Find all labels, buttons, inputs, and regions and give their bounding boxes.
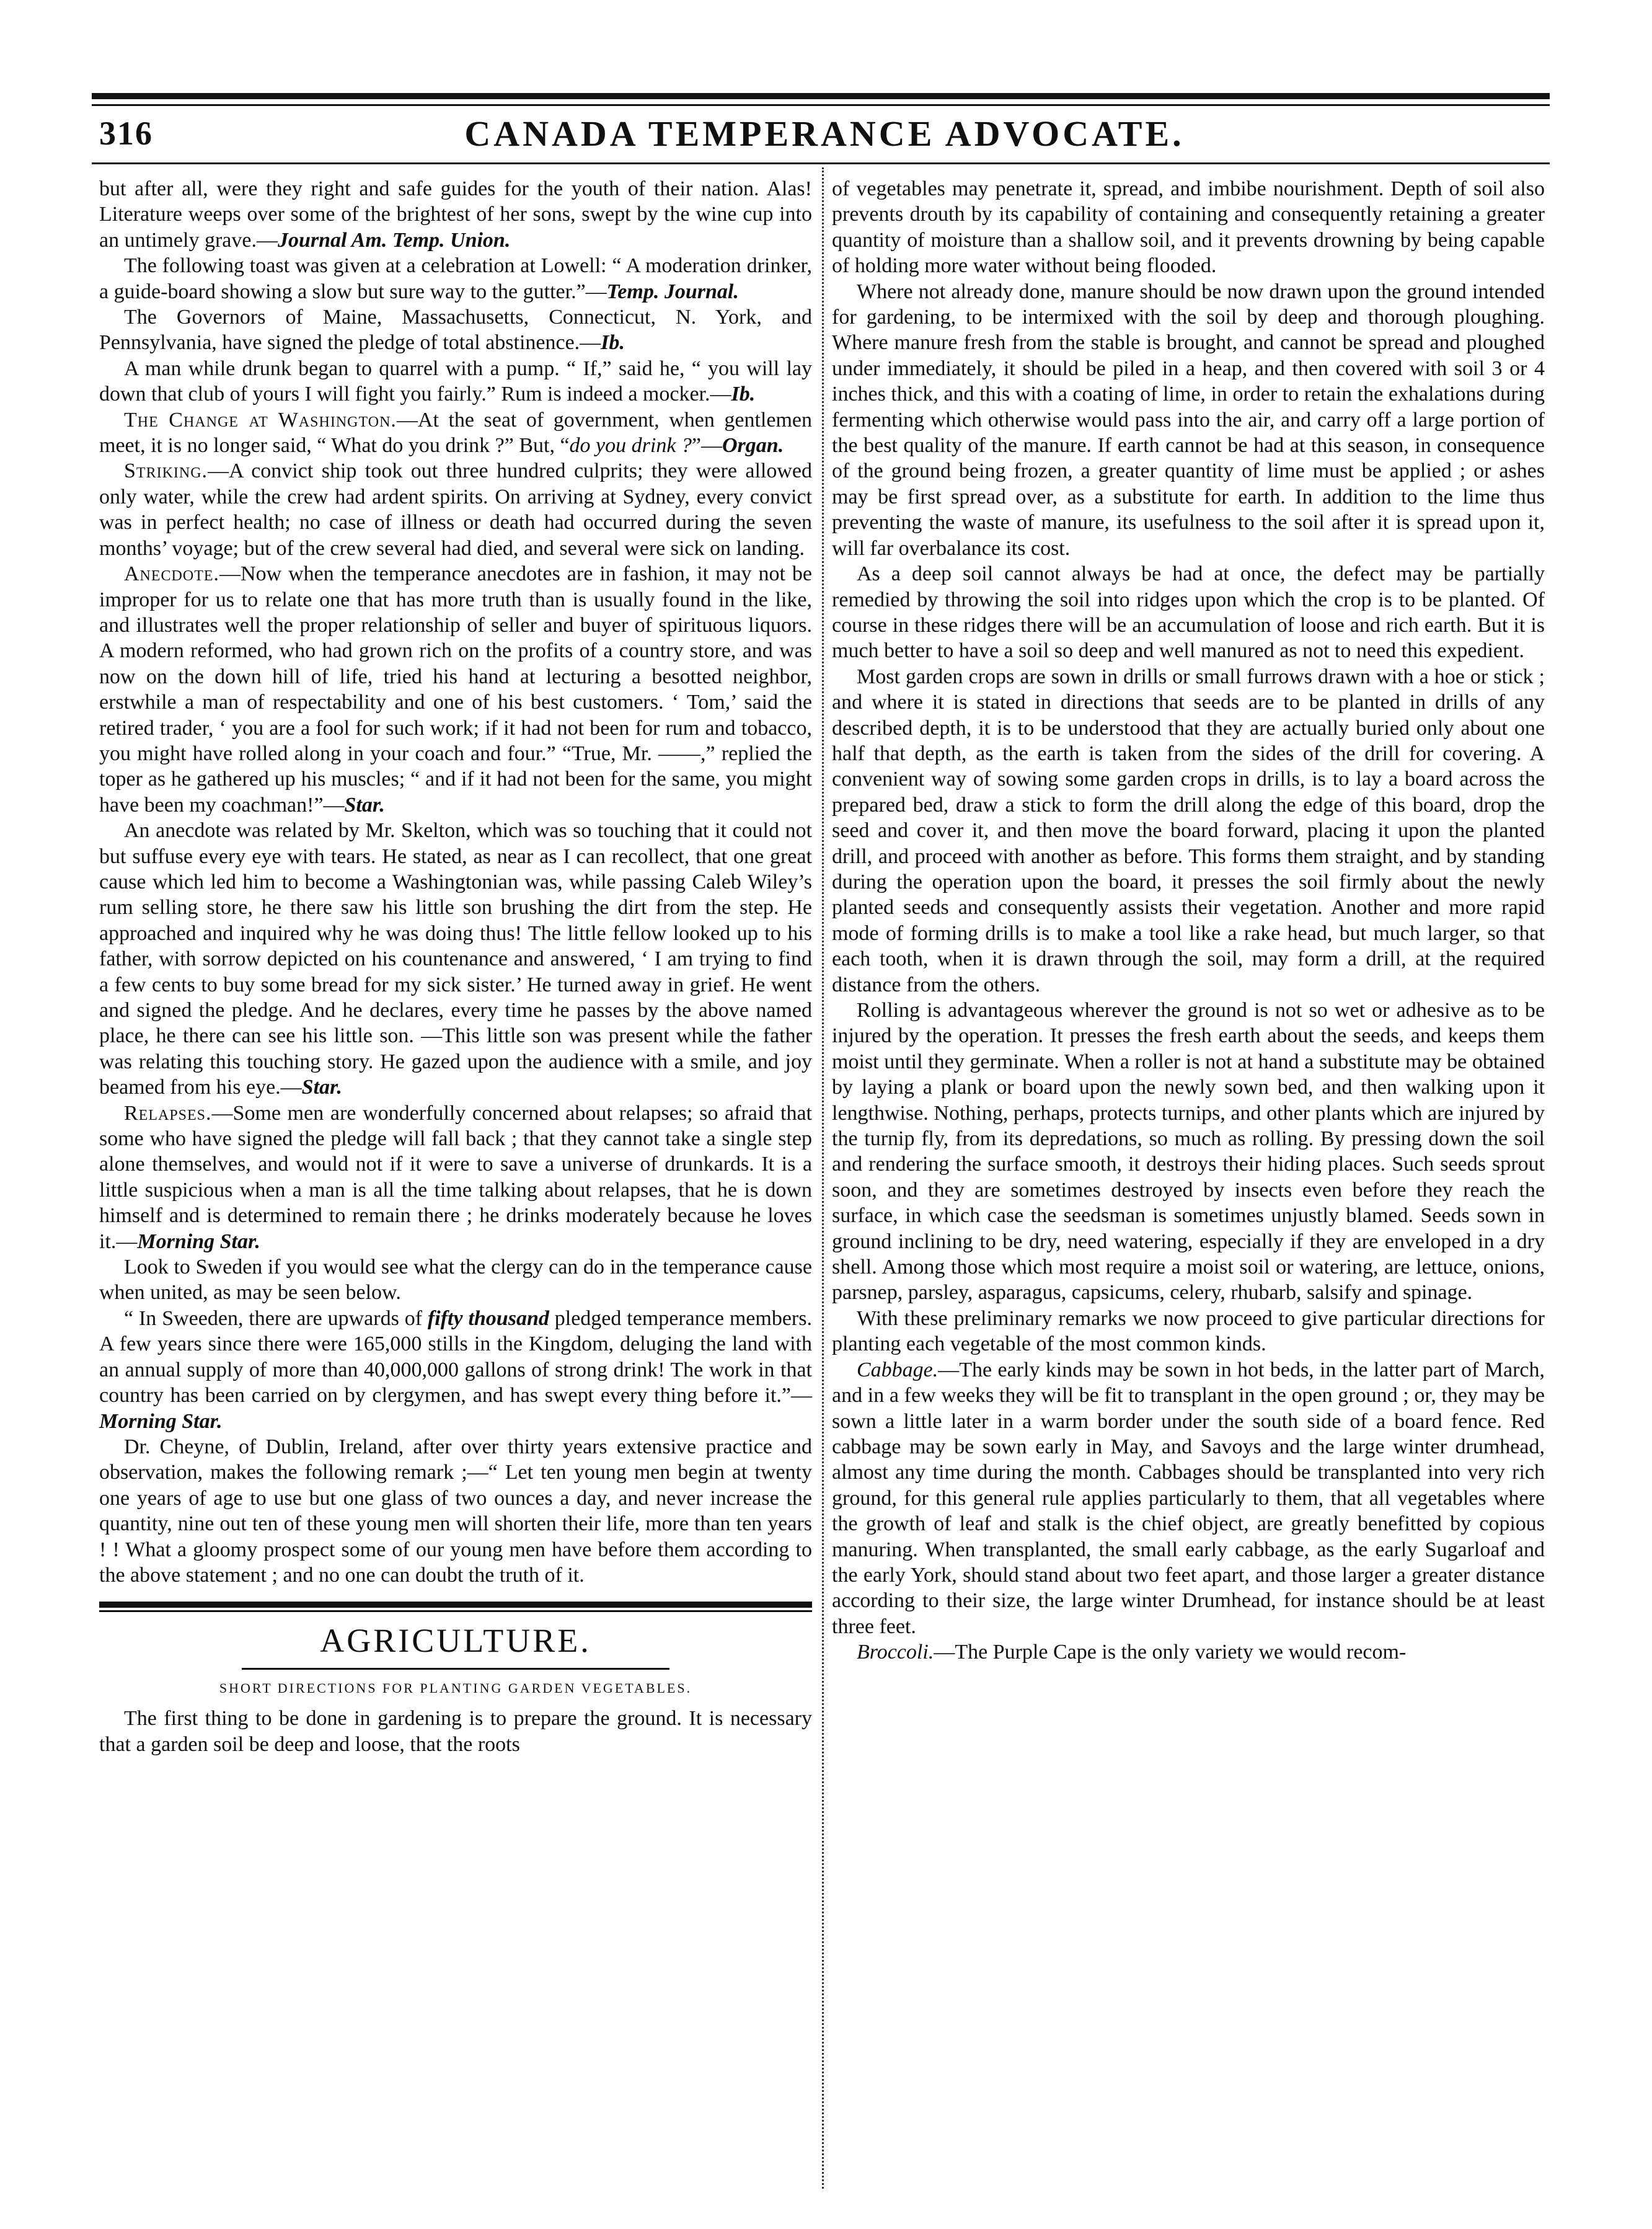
paragraph: A man while drunk began to quarrel with a pump. “ If,” said he, “ you will lay down that club of yours I will fight you fairly.” Rum is indeed a mocker.—Ib.: [99, 357, 812, 406]
paragraph: Look to Sweden if you would see what the clergy can do in the temperance cause when united, as may be seen below.: [99, 1256, 812, 1305]
paragraph: Most garden crops are sown in drills or small furrows drawn with a hoe or stick ; and where it is stated in directions that seeds are to be planted in drills of any described depth, it is to be understood that they are actually buried only about one half that depth, as the earth is taken from the sides of the drill for covering. A convenient way of sowing some garden crops in drills, is to lay a board across the prepared bed, draw a stick to form the drill along the edge of this board, drop the seed and cover it, and then move the board forward, placing it upon the planted drill, and proceed with another as before. This forms them straight, and by standing during the operation upon the board, it presses the soil firmly about the newly planted seeds and consequently assists their vegetation. Another and more rapid mode of forming drills is to make a tool like a rake head, but much larger, so that each tooth, when it is drawn through the soil, may form a drill, at the required distance from the others.: [832, 665, 1545, 996]
paragraph: Relapses.—Some men are wonderfully concerned about relapses; so afraid that some who have signed the pledge will fall back ; that they cannot take a single step alone themselves, and would not if it were to save a universe of drunkards. It is a little suspicious when a man is all the time talking about relapses, that he is down himself and is determined to remain there ; he drinks moderately because he loves it.—Morning Star.: [99, 1101, 812, 1253]
paragraph: Dr. Cheyne, of Dublin, Ireland, after over thirty years extensive practice and observation, makes the following remark ;—“ Let ten young men begin at twenty one years of age to use but one glass of two ounces a day, and never increase the quantity, nine out ten of these young men will shorten their life, more than ten years ! ! What a gloomy prospect some of our young men have before them according to the above statement ; and no one can doubt the truth of it.: [99, 1435, 812, 1587]
paragraph: “ In Sweeden, there are upwards of fifty thousand pledged temperance members. A few years since there were 165,000 stills in the Kingdom, deluging the land with an annual supply of more than 40,000,000 gallons of strong drink! The work in that country has been carried on by clergymen, and has swept every thing before it.”—Morning Star.: [99, 1306, 812, 1433]
column-divider: [822, 167, 824, 2189]
paragraph: Rolling is advantageous wherever the ground is not so wet or adhesive as to be injured by the operation. It presses the fresh earth about the seeds, and keeps them moist until they germinate. When a roller is not at hand a substitute may be obtained by laying a plank or board upon the newly sown bed, and then walking upon it lengthwise. Nothing, perhaps, protects turnips, and other plants which are injured by the turnip fly, from its depredations, so much as rolling. By pressing down the soil and rendering the surface smooth, it destroys their hiding places. Such seeds sprout soon, and they are sometimes destroyed by insects even before they reach the surface, in which case the seedsman is sometimes unjustly blamed. Seeds sown in ground inclining to be dry, need watering, especially if they are enveloped in a dry shell. Among those which most require a moist soil or watering, are lettuce, onions, parsnep, parsley, asparagus, capsicums, celery, rhubarb, salsify and spinage.: [832, 999, 1545, 1305]
paragraph: The Governors of Maine, Massachusetts, Connecticut, N. York, and Pennsylvania, have signed the pledge of total abstinence.—Ib.: [99, 306, 812, 355]
paragraph: Where not already done, manure should be now drawn upon the ground intended for gardening, to be intermixed with the soil by deep and thorough ploughing. Where manure fresh from the stable is brought, and cannot be spread and ploughed under immediately, it should be piled in a heap, and then covered with soil 3 or 4 inches thick, and this with a coating of lime, in order to retain the exhalations during fermenting which otherwise would pass into the air, and carry off a large portion of the best quality of the manure. If earth cannot be had at this season, in consequence of the ground being frozen, a greater quantity of lime must be applied ; or ashes may be first spread over, as a substitute for earth. In addition to the lime thus preventing the waste of manure, its usefulness to the soil after it is spread upon it, will far overbalance its cost.: [832, 280, 1545, 560]
left-column: [99, 176, 812, 1757]
paragraph: Cabbage.—The early kinds may be sown in hot beds, in the latter part of March, and in a few weeks they will be fit to transplant in the open ground ; or, they may be sown a little later in a warm border under the south side of a board fence. Red cabbage may be sown early in May, and Savoys and the large winter drumhead, almost any time during the month. Cabbages should be transplanted into very rich ground, for this general rule applies particularly to them, that all vegetables where the growth of leaf and stalk is the chief object, are greatly benefitted by copious manuring. When transplanted, the small early cabbage, as the early Sugarloaf and the early York, should stand about two feet apart, and those larger a greater distance according to their size, the large winter Drumhead, for instance should be at least three feet.: [832, 1358, 1545, 1638]
paragraph: With these preliminary remarks we now proceed to give particular directions for planting each vegetable of the most common kinds.: [832, 1306, 1545, 1356]
top-rule-thin: [92, 104, 1550, 106]
run-in-heading: Cabbage.: [857, 1358, 939, 1381]
section-break: [99, 1602, 812, 1701]
paragraph: of vegetables may penetrate it, spread, and imbibe nourishment. Depth of soil also prevents drouth by its capability of containing and consequently retaining a greater quantity of moisture than a shallow soil, and it prevents drowning by being capable of holding more water without being flooded.: [832, 177, 1545, 278]
section-rule-short: [242, 1668, 669, 1670]
paragraph: An anecdote was related by Mr. Skelton, which was so touching that it could not but suffuse every eye with tears. He stated, as near as I can recollect, that one great cause which led him to become a Washingtonian was, while passing Caleb Wiley’s rum selling store, he there saw his little son brushing the dirt from the step. He approached and inquired why he was doing thus! The little fellow looked up to his father, with sorrow depicted on his countenance and answered, ‘ I am trying to find a few cents to buy some bread for my sick sister.’ He turned away in grief. He went and signed the pledge. And he declares, every time he passes by the above named place, he there can see his little son. —This little son was present while the father was relating this touching story. He gazed upon the audience with a smile, and joy beamed from his eye.—Star.: [99, 819, 812, 1099]
paragraph: but after all, were they right and safe guides for the youth of their nation. Alas! Literature weeps over some of the brightest of her sons, swept by the wine cup into an untimely grave.—Journal Am. Temp. Union.: [99, 177, 812, 252]
top-rule-thick: [92, 93, 1550, 99]
section-title: AGRICULTURE.: [320, 1622, 591, 1660]
paragraph: Anecdote.—Now when the temperance anecdotes are in fashion, it may not be improper for us to relate one that has more truth than is usually found in the like, and illustrates well the proper relationship of seller and buyer of spirituous liquors. A modern reformed, who had grown rich on the profits of a country store, and was now on the down hill of life, tried his hand at lecturing a besotted neighbor, erstwhile a man of respectability and one of his best customers. ‘ Tom,’ said the retired trader, ‘ you are a fool for such work; if it had not been for rum and tobacco, you might have rolled along in your coach and four.” “True, Mr. ——,” replied the toper as he gathered up his muscles; “ and if it had not been for the same, you might have been my coachman!”—Star.: [99, 562, 812, 817]
page-header: [99, 110, 1550, 160]
section-rule-thin: [99, 1610, 812, 1612]
run-in-heading: Anecdote.: [124, 562, 220, 586]
paragraph: The Change at Washington.—At the seat of government, when gentlemen meet, it is no longer said, “ What do you drink ?” But, “do you drink ?”—Organ.: [99, 408, 812, 458]
header-rule: [92, 162, 1550, 164]
run-in-heading: The Change at Washington.: [124, 408, 397, 432]
right-column: [832, 176, 1545, 1665]
journal-title: CANADA TEMPERANCE ADVOCATE.: [464, 113, 1185, 154]
run-in-heading: Broccoli.: [857, 1641, 934, 1664]
page-number: 316: [99, 115, 153, 152]
paragraph: The first thing to be done in gardening is to prepare the ground. It is necessary that a garden soil be deep and loose, that the roots: [99, 1707, 812, 1756]
section-rule-thick: [99, 1602, 812, 1608]
paragraph: Striking.—A convict ship took out three hundred culprits; they were allowed only water, while the crew had ardent spirits. On arriving at Sydney, every convict was in perfect health; no case of illness or death had occurred during the seven months’ voyage; but of the crew several had died, and several were sick on landing.: [99, 459, 812, 560]
paragraph: As a deep soil cannot always be had at once, the defect may be partially remedied by throwing the soil into ridges upon which the crop is to be planted. Of course in these ridges there will be an accumulation of loose and rich earth. But it is much better to have a soil so deep and well manured as not to need this expedient.: [832, 562, 1545, 663]
paragraph: Broccoli.—The Purple Cape is the only variety we would recom-: [857, 1641, 1407, 1664]
run-in-heading: Relapses.: [124, 1101, 212, 1125]
run-in-heading: Striking.: [124, 459, 208, 483]
article-subheading: SHORT DIRECTIONS FOR PLANTING GARDEN VEGETABLES.: [219, 1680, 692, 1696]
paragraph: The following toast was given at a celebration at Lowell: “ A moderation drinker, a guide-board showing a slow but sure way to the gutter.”—Temp. Journal.: [99, 254, 812, 303]
